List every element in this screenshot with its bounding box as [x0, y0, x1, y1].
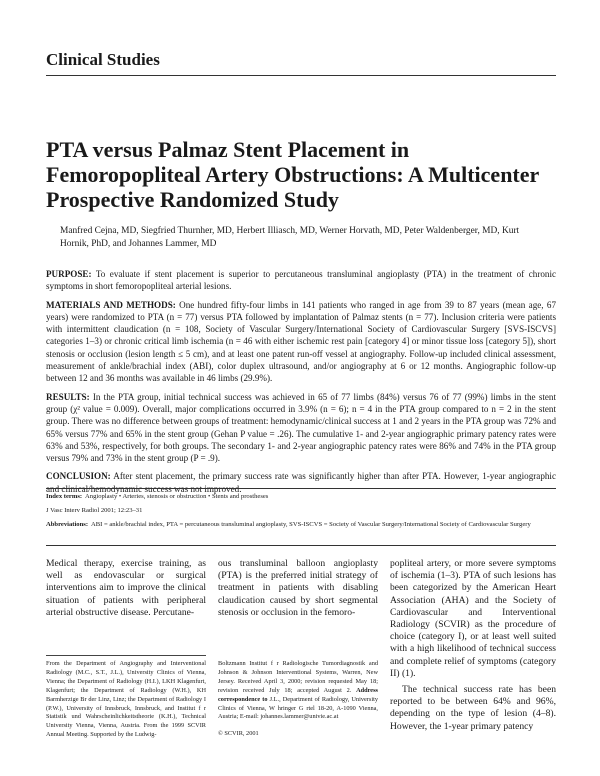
citation: J Vasc Interv Radiol 2001; 12:23–31	[46, 507, 143, 514]
conclusion-label: CONCLUSION:	[46, 471, 111, 482]
header-rule	[46, 75, 556, 76]
body-column-3	[390, 558, 556, 733]
body-paragraph: ous transluminal balloon angioplasty (PTA) is the preferred initial strategy of treatment in patients with disabling claudication caused by short segmental stenosis or occlusion in the femoro-	[218, 558, 378, 618]
section-heading: Clinical Studies	[46, 50, 160, 69]
meta-rule-bottom	[46, 545, 556, 546]
meta-rule-top	[46, 488, 556, 489]
footnote-text: Boltzmann Institut f r Radiologische Tumordiagnostik and Johnson & Johnson Interventional Systems, Warren, New Jersey. Received April 3, 2000; revision requested May 18; revision received July 18; accepted August 2. Address correspondence to J.L., Department of Radiology, University Clinics of Vienna, W hringer G rtel 18-20, A-1090 Vienna, Austria; E-mail: johannes.lammer@univie.ac.at	[218, 660, 379, 721]
body-paragraph: The technical success rate has been reported to be between 64% and 96%, depending on the type of lesion (4–8). However, the 1-year primary patency	[390, 684, 556, 732]
abstract	[46, 268, 556, 501]
correspondence-label: Address correspondence to	[218, 686, 379, 703]
abstract-results	[46, 391, 556, 465]
footnote-rule	[46, 655, 206, 656]
results-text: In the PTA group, initial technical success was achieved in 65 of 77 limbs (84%) versus 76 of 77 (99%) limbs in the stent group (χ² value = 0.009). Overall, major complications occurred in 3.9% (n = 6); n = 4 in the PTA group compared to n = 2 in the stent group. There was no difference between groups of treatment: hemodynamic/clinical success at 1 and 2 years in the PTA group was 72% and 65% versus 77% and 65% in the stent group (Gehan P value = .26). The cumulative 1- and 2-year angiographic primary patency rates were 63% and 53%, respectively, for both groups. The secondary 1- and 2-year angiographic patency rates were 86% and 74% in the PTA group versus 79% and 73% in the stent group (P = .9).	[46, 391, 556, 464]
body-column-2	[218, 558, 378, 619]
correspondence-footnote	[218, 660, 378, 739]
affiliation-footnote	[46, 660, 206, 740]
author-list: Manfred Cejna, MD, Siegfried Thurnher, MD, Herbert Illiasch, MD, Werner Horvath, MD, Peter Waldenberger, MD, Kurt Hornik, PhD, and Johannes Lammer, MD	[60, 226, 520, 249]
abstract-methods	[46, 299, 556, 385]
article-title: PTA versus Palmaz Stent Placement in Femoropopliteal Artery Obstructions: A Multicenter Prospective Randomized Study	[46, 137, 539, 212]
results-label: RESULTS:	[46, 391, 90, 402]
index-terms	[46, 492, 556, 502]
abbreviations	[46, 520, 556, 530]
conclusion-text: After stent placement, the primary success rate was significantly higher than after PTA. However, 1-year angiographic	[113, 471, 556, 482]
methods-label: MATERIALS AND METHODS:	[46, 299, 176, 310]
copyright: © SCVIR, 2001	[218, 730, 259, 738]
index-terms-text: Angioplasty • Arteries, stenosis or obstruction • Stents and prostheses	[85, 493, 269, 500]
methods-text: One hundred fifty-four limbs in 141 patients who ranged in age from 39 to 87 years (mean age, 67 years) were randomized to PTA (n = 77) versus PTA followed by implantation of Palmaz stents (n = 77). Inclusion criteria were patients with intermittent claudication (n = 108, Society of Vascular Surgery/International Society of Cardiovascular Surgery [SVS-ISCVS] categories 1–3) or chronic critical limb ischemia (n = 46 with either ischemic rest pain [category 4] or minor tissue loss [category 5]), short stenosis or occlusion (lesion length ≤ 5 cm), and at least one patent run-off vessel at angiography. Follow-up included clinical assessment, measurement of ankle/brachial index (ABI), color duplex ultrasound, and/or angiography at 6 or 12 months. Angiographic follow-up between 12 and 36 months was available in 46 limbs (29.9%).	[46, 299, 556, 384]
index-terms-label: Index terms:	[46, 493, 83, 500]
footnote-text: From the Department of Angiography and Interventional Radiology (M.C., S.T., J.L.), University Clinics of Vienna, Vienna; the Department of Radiology (H.I.), LKH Klagenfurt, Klagenfurt; the Department of Radiology (W.H.), KH Barmherzige Br der Linz, Linz; the Department of Radiology I (P.W.), University of Innsbruck, Innsbruck, and Institut f r Statistik und Wahrscheinlichkeitstheorie (K.H.), Technical University Vienna, Vienna, Austria. From the 1999 SCVIR Annual Meeting. Supported by the Ludwig-	[46, 660, 206, 739]
body-paragraph: popliteal artery, or more severe symptoms of ischemia (1–3). PTA of such lesions has been categorized by the American Heart Association (AHA) and the Society of Cardiovascular and Interventional Radiology (SCVIR) as the procedure of choice (category I), or at least well suited with a high likelihood of technical success and complete relief of symptoms (category II) (1).	[390, 558, 556, 679]
purpose-label: PURPOSE:	[46, 269, 92, 279]
body-paragraph: Medical therapy, exercise training, as well as endovascular or surgical interventions aim to improve the clinical situation of patients with peripheral arterial obstructive disease. Percutane-	[46, 558, 206, 618]
abstract-purpose	[46, 268, 556, 293]
body-column-1	[46, 558, 206, 619]
abbreviations-text: ABI = ankle/brachial index, PTA = percutaneous transluminal angioplasty, SVS-ISCVS = Society of Vascular Surgery/International Society of Cardiovascular Surgery	[90, 521, 531, 528]
abbreviations-label: Abbreviations:	[46, 521, 89, 528]
purpose-text: To evaluate if stent placement is superior to percutaneous transluminal angioplasty (PTA) in the treatment of chronic symptoms in short femoropopliteal arterial lesions.	[46, 269, 557, 292]
